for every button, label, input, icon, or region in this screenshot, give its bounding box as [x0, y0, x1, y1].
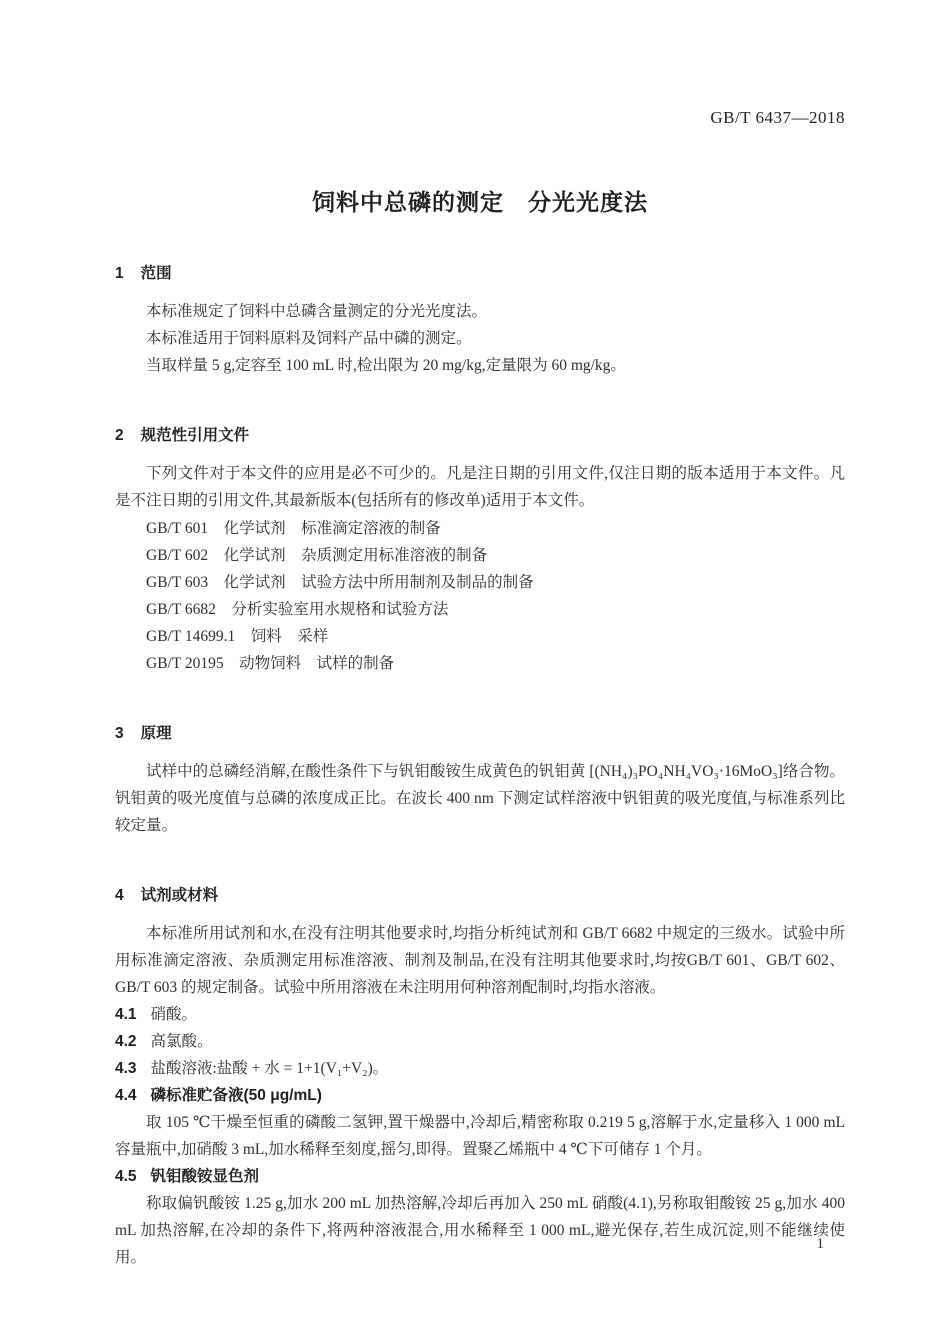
- reference-item: GB/T 14699.1 饲料 采样: [146, 628, 329, 645]
- section-3-number: 3: [115, 725, 124, 742]
- reference-item: GB/T 20195 动物饲料 试样的制备: [146, 655, 395, 672]
- reference-item: GB/T 6682 分析实验室用水规格和试验方法: [146, 601, 449, 618]
- clause-title: 钒钼酸铵显色剂: [150, 1168, 260, 1185]
- section-4-reagents: [115, 883, 845, 1271]
- section-2-title: 规范性引用文件: [140, 427, 250, 444]
- section-2-number: 2: [115, 427, 124, 444]
- section-3-heading: [115, 721, 845, 743]
- reference-item: GB/T 603 化学试剂 试验方法中所用制剂及制品的制备: [146, 574, 534, 591]
- paragraph: 下列文件对于本文件的应用是必不可少的。凡是注日期的引用文件,仅注日期的版本适用于本文件。凡是不注日期的引用文件,其最新版本(包括所有的修改单)适用于本文件。: [115, 465, 845, 509]
- clause-text: 高氯酸。: [150, 1033, 213, 1050]
- document-title: 饲料中总磷的测定 分光光度法: [312, 189, 648, 215]
- reference-list: [115, 515, 845, 677]
- paragraph: 称取偏钒酸铵 1.25 g,加水 200 mL 加热溶解,冷却后再加入 250 mL 硝酸(4.1),另称取钼酸铵 25 g,加水 400 mL 加热溶解,在冷却的条件下,将两种溶液混合,用水稀释至 1 000 mL,避光保存,若生成沉淀,则不能继续使用。: [115, 1195, 845, 1266]
- clause-text: 硝酸。: [150, 1006, 198, 1023]
- clause-number: 4.1: [115, 1006, 137, 1023]
- section-3-principle: [115, 721, 845, 839]
- standard-number: GB/T 6437—2018: [710, 108, 845, 127]
- clause-4-4: [115, 1082, 845, 1109]
- section-1-title: 范围: [140, 265, 172, 282]
- section-2-heading: [115, 423, 845, 445]
- paragraph: 本标准规定了饲料中总磷含量测定的分光光度法。: [146, 303, 488, 320]
- section-1-scope: [115, 261, 845, 379]
- section-2-normative-references: [115, 423, 845, 677]
- clause-number: 4.3: [115, 1060, 137, 1077]
- clause-text: 盐酸溶液:盐酸 + 水 = 1+1(V₁+V₂)。: [150, 1060, 389, 1077]
- clause-4-2: [115, 1028, 845, 1055]
- section-4-title: 试剂或材料: [140, 887, 219, 904]
- paragraph: 本标准所用试剂和水,在没有注明其他要求时,均指分析纯试剂和 GB/T 6682 中规定的三级水。试验中所用标准滴定溶液、杂质测定用标准溶液、制剂及制品,在没有注明其他要求时,均按GB/T 601、GB/T 602、GB/T 603 的规定制备。试验中所用溶液在未注明用何种溶剂配制时,均指水溶液。: [115, 925, 845, 996]
- clause-4-5: [115, 1163, 845, 1190]
- paragraph: 本标准适用于饲料原料及饲料产品中磷的测定。: [146, 330, 472, 347]
- section-1-number: 1: [115, 265, 124, 282]
- reference-item: GB/T 601 化学试剂 标准滴定溶液的制备: [146, 520, 441, 537]
- section-3-title: 原理: [140, 725, 172, 742]
- section-4-number: 4: [115, 887, 124, 904]
- reference-item: GB/T 602 化学试剂 杂质测定用标准溶液的制备: [146, 547, 488, 564]
- clause-number: 4.2: [115, 1033, 137, 1050]
- clause-4-3: [115, 1055, 845, 1082]
- section-4-heading: [115, 883, 845, 905]
- page-number: 1: [816, 1236, 824, 1252]
- paragraph: 当取样量 5 g,定容至 100 mL 时,检出限为 20 mg/kg,定量限为 60 mg/kg。: [146, 357, 626, 374]
- section-1-heading: [115, 261, 845, 283]
- paragraph: 取 105 ℃干燥至恒重的磷酸二氢钾,置干燥器中,冷却后,精密称取 0.219 5 g,溶解于水,定量移入 1 000 mL 容量瓶中,加硝酸 3 mL,加水稀释至刻度,摇匀,即得。置聚乙烯瓶中 4 ℃下可储存 1 个月。: [115, 1114, 845, 1158]
- clause-number: 4.4: [115, 1087, 137, 1104]
- clause-number: 4.5: [115, 1168, 137, 1185]
- clause-title: 磷标准贮备液(50 μg/mL): [150, 1087, 322, 1104]
- paragraph: 试样中的总磷经消解,在酸性条件下与钒钼酸铵生成黄色的钒钼黄 [(NH₄)₃PO₄NH₄VO₃·16MoO₃]络合物。钒钼黄的吸光度值与总磷的浓度成正比。在波长 400 nm 下测定试样溶液中钒钼黄的吸光度值,与标准系列比较定量。: [115, 763, 845, 834]
- clause-4-1: [115, 1001, 845, 1028]
